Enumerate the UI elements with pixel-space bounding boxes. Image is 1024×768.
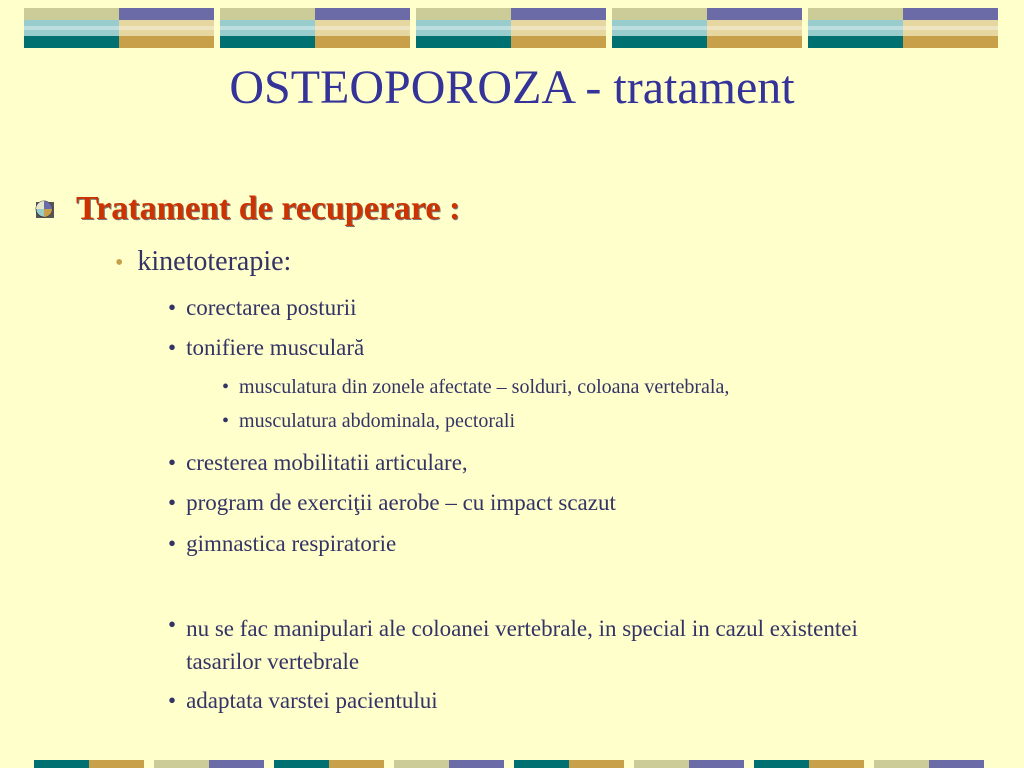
- list-item-level1: • kinetoterapie:: [115, 246, 292, 277]
- bullet-dot-icon: •: [168, 688, 177, 713]
- decor-block: [416, 8, 606, 48]
- bullet-dot-icon: •: [168, 531, 177, 556]
- bullet-dot-icon: •: [168, 612, 177, 637]
- list-item: • nu se fac manipulari ale coloanei vertebrale, in special in cazul existentei tasarilor vertebrale: [168, 612, 858, 674]
- list-item: • tonifiere musculară: [168, 335, 365, 360]
- list-item: • cresterea mobilitatii articulare,: [168, 450, 468, 475]
- bottom-decoration: [34, 760, 990, 768]
- bullet-dot-icon: •: [222, 376, 230, 398]
- list-item: • corectarea posturii: [168, 295, 357, 320]
- bullet-dot-icon: •: [168, 490, 177, 515]
- top-decoration: [24, 8, 1000, 48]
- bullet-dot-icon: •: [168, 335, 177, 360]
- list-item: • program de exerciţii aerobe – cu impact scazut: [168, 490, 616, 515]
- bullet-dot-icon: •: [168, 450, 177, 475]
- globe-bullet-icon: [34, 198, 56, 220]
- bullet-dot-icon: •: [168, 295, 177, 320]
- heading-text: Tratament de recuperare :: [76, 190, 461, 227]
- list-item: • gimnastica respiratorie: [168, 531, 397, 556]
- decor-block: [24, 8, 214, 48]
- list-subitem: • musculatura abdominala, pectorali: [222, 410, 516, 432]
- slide-title: OSTEOPOROZA - tratament: [229, 61, 795, 114]
- list-subitem: • musculatura din zonele afectate – solduri, coloana vertebrala,: [222, 376, 730, 398]
- decor-block: [220, 8, 410, 48]
- bullet-dot-icon: •: [222, 410, 230, 432]
- list-item: • adaptata varstei pacientului: [168, 688, 438, 713]
- section-heading: [34, 190, 460, 228]
- decor-block: [612, 8, 802, 48]
- decor-block: [808, 8, 998, 48]
- bullet-dot-icon: •: [115, 250, 124, 276]
